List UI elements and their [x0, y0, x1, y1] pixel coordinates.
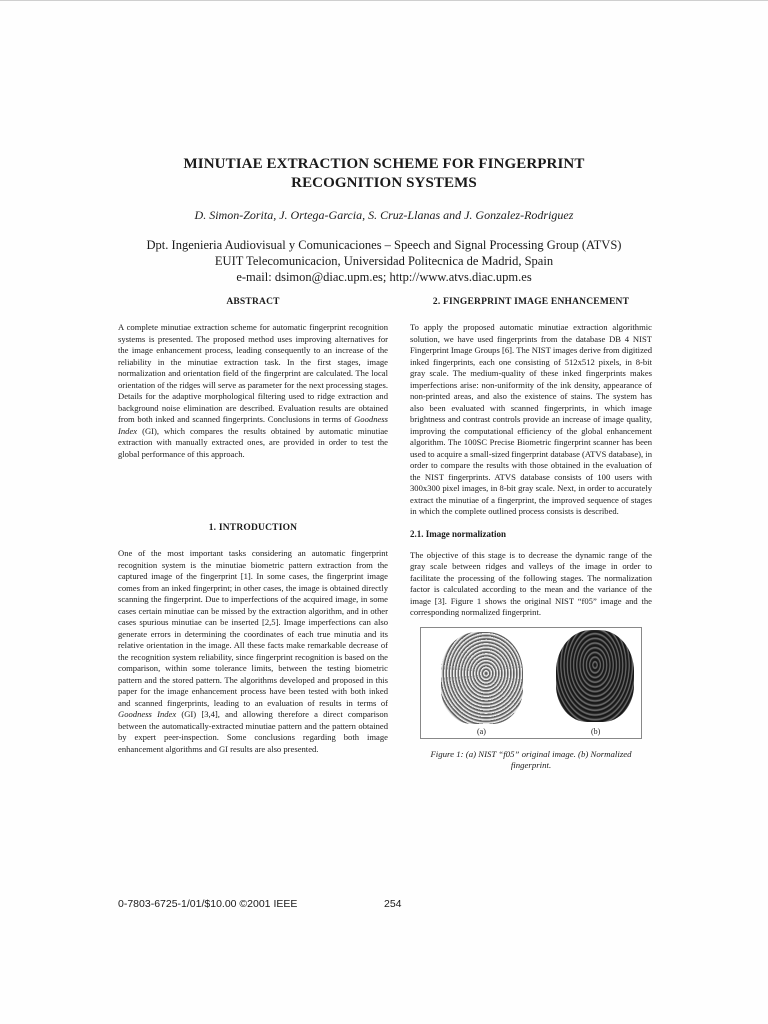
paper-title: [120, 155, 648, 193]
subsection-heading: 2.1. Image normalization: [410, 528, 506, 539]
affiliation-line-3: e-mail: dsimon@diac.upm.es; http://www.atvs.diac.upm.es: [236, 270, 532, 284]
copyright-notice: 0-7803-6725-1/01/$10.00 ©2001 IEEE: [118, 898, 298, 910]
section2-text: To apply the proposed automatic minutiae extraction algorithmic solution, we have used fingerprints from the database DB 4 NIST Fingerprint Image Groups [6]. The NIST images derive from digitized inked fingerprints, each one consisting of 512x512 pixels, in 8-bit gray scale. The medium-quality of these inked fingerprints makes imperfections arise: non-uniformity of the ink density, appearance of non-printed areas, and also the existence of stains. The system has also been evaluated with scanned fingerprints, in which image brightness and contrast controls provide an increase of image quality, improving the computational efficiency of the global enhancement algorithm. The 100SC Precise Biometric fingerprint scanner has been used to acquire a small-sized fingerprint database (ATVS database), in order to compare the results with those obtained in the evaluation of the NIST fingerprints. ATVS database consists of 100 users with 300x300 pixel images, in 8-bit gray scale. Next, in order to accurately extract the minutiae of a fingerprint, the improved sequence of stages in which the complete outlined process consists is described.: [410, 322, 652, 516]
right-column: [410, 296, 652, 772]
top-border: [0, 0, 768, 1]
introduction-heading: 1. INTRODUCTION: [208, 523, 298, 533]
figure-label-b: (b): [591, 726, 601, 736]
introduction-text: One of the most important tasks considering an automatic fingerprint recognition system is the minutiae biometric pattern extraction from the captured image of the fingerprint [1]. In some cases, the fingerprint image comes from an inked fingerprint; in other cases, the image is obtained directly scanning the fingerprint. Due to imperfections of the acquired image, in some cases certain minutiae can be missed by the extraction algorithm, and in other cases spurious minutiae can be inserted [2,5]. Image imperfections can also generate errors in determining the coordinates of each true minutia and its relative orientation in the image. All these facts make remarkable decrease of the recognition system reliability, since fingerprint recognition is based on the comparison, within some tolerance limits, between the testing biometric pattern and the stored pattern. The algorithms developed and proposed in this paper for the image enhancement process have been tested with both inked and scanned fingerprints, leading to an evaluation of results in terms of Goodness Index (GI) [3,4], and allowing therefore a direct comparison between the automatically-extracted minutiae pattern and the pattern obtained by expert peer-inspection. Some conclusions regarding both image enhancement algorithms and GI results are also presented.: [118, 548, 388, 754]
figure-caption: Figure 1: (a) NIST “f05” original image. (b) Normalized fingerprint.: [430, 748, 632, 770]
affiliation-line-2: EUIT Telecomunicacion, Universidad Politecnica de Madrid, Spain: [214, 254, 554, 268]
subsection-text: The objective of this stage is to decrease the dynamic range of the gray scale between ridges and valleys of the image in order to facilitate the processing of the following stages. The normalization factor is calculated according to the mean and the variance of the image [3]. Figure 1 shows the original NIST “f05” image and the corresponding normalized fingerprint.: [410, 549, 652, 617]
author-list: D. Simon-Zorita, J. Ortega-Garcia, S. Cruz-Llanas and J. Gonzalez-Rodriguez: [194, 208, 574, 222]
title-line-1: MINUTIAE EXTRACTION SCHEME FOR FINGERPRINT: [183, 156, 585, 172]
section2-heading: 2. FINGERPRINT IMAGE ENHANCEMENT: [432, 297, 630, 307]
figure-1: [420, 627, 642, 739]
figure-label-a: (a): [477, 726, 486, 736]
left-column: [118, 296, 388, 755]
affiliation: [110, 237, 658, 285]
title-line-2: RECOGNITION SYSTEMS: [291, 175, 477, 191]
original-fingerprint-image: [441, 632, 523, 724]
abstract-text: A complete minutiae extraction scheme for automatic fingerprint recognition systems is presented. The proposed method uses improving alternatives for the image enhancement process, leading consequently to an increase of the reliability in the minutiae extraction task. In the first stages, image normalization and orientation field of the fingerprint are calculated. The local orientation of the ridges will serve as parameter for the next processing stages. Details for the adaptive morphological filtering used to ridge extraction and background noise elimination are described. Evaluation results are obtained from both inked and scanned fingerprints. Conclusions in terms of Goodness Index (GI), which compares the results obtained by automatic minutiae extraction with manually extracted ones, are provided in order to test the global performance of this approach.: [118, 322, 388, 459]
abstract-heading: ABSTRACT: [226, 297, 280, 307]
page-number: 254: [384, 898, 402, 910]
affiliation-line-1: Dpt. Ingenieria Audiovisual y Comunicaciones – Speech and Signal Processing Group (ATVS): [146, 238, 622, 252]
normalized-fingerprint-image: [556, 630, 634, 722]
